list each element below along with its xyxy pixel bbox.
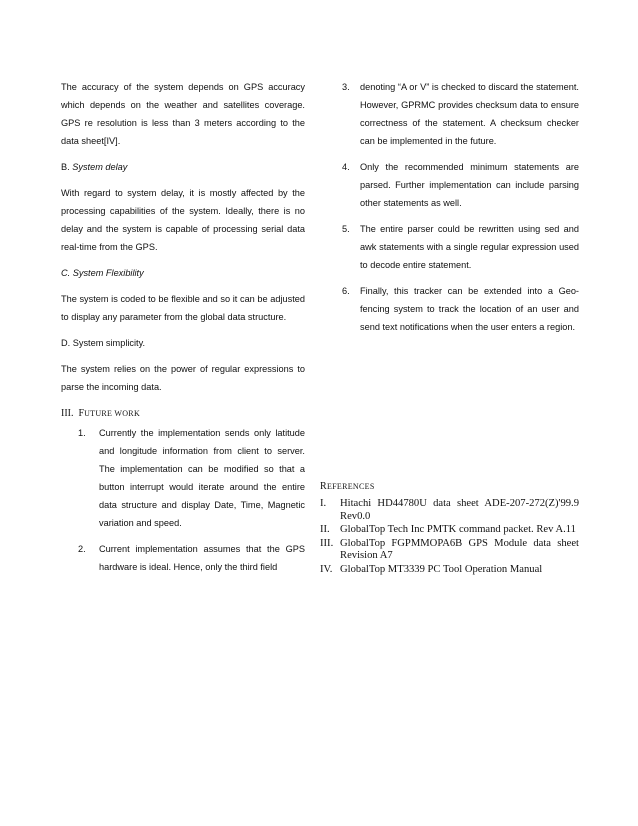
list-item-number: 3. xyxy=(342,82,350,92)
system-delay-paragraph: With regard to system delay, it is mostly affected by the processing capabilities of the system. Ideally, there is no delay and the system is capable of processing serial data real-time from the GPS. xyxy=(61,188,305,252)
reference-text: GlobalTop FGPMMOPA6B GPS Module data sheet Revision A7 xyxy=(340,537,579,561)
references-heading-initial: R xyxy=(320,481,327,492)
list-item-number: 4. xyxy=(342,162,350,172)
section-number: III. xyxy=(61,408,74,419)
list-item-text: Only the recommended minimum statements are parsed. Further implementation can include parsing other statements as well. xyxy=(360,162,579,208)
reference-item xyxy=(320,524,579,537)
accuracy-paragraph: The accuracy of the system depends on GPS accuracy which depends on the weather and satellites coverage. GPS re resolution is less than 3 meters according to the data sheet[IV]. xyxy=(61,82,305,146)
list-item xyxy=(61,540,305,576)
system-simplicity-paragraph: The system relies on the power of regular expressions to parse the incoming data. xyxy=(61,364,305,392)
reference-text: Hitachi HD44780U data sheet ADE-207-272(Z)'99.9 Rev0.0 xyxy=(340,498,579,522)
references-section xyxy=(320,480,579,577)
system-flexibility-paragraph: The system is coded to be flexible and so it can be adjusted to display any parameter from the global data structure. xyxy=(61,294,305,322)
list-item-number: 6. xyxy=(342,286,350,296)
list-item xyxy=(320,282,579,336)
reference-number: IV. xyxy=(320,563,333,575)
list-item-text: Finally, this tracker can be extended into a Geo-fencing system to track the location of an user and send text notifications when the user enters a region. xyxy=(360,286,579,332)
list-item-text: Currently the implementation sends only latitude and longitude information from client to server. The implementation can be modified so that a button interrupt would iterate around the entire data structure and display Date, Time, Magnetic variation and speed. xyxy=(99,428,305,528)
right-column xyxy=(320,78,579,344)
section-title-rest: UTURE WORK xyxy=(84,409,141,418)
reference-item xyxy=(320,498,579,523)
references-heading-rest: EFERENCES xyxy=(326,482,375,491)
subsection-heading-system-delay-text: B. System delay xyxy=(61,162,128,172)
reference-text: GlobalTop MT3339 PC Tool Operation Manual xyxy=(340,563,543,575)
list-item-number: 5. xyxy=(342,224,350,234)
list-item xyxy=(61,424,305,532)
list-item xyxy=(320,220,579,274)
list-item xyxy=(320,158,579,212)
list-item-number: 2. xyxy=(78,544,86,554)
reference-number: III. xyxy=(320,537,334,549)
reference-item xyxy=(320,564,579,577)
list-item xyxy=(320,78,579,150)
list-item-text: Current implementation assumes that the GPS hardware is ideal. Hence, only the third field xyxy=(99,544,305,572)
list-item-number: 1. xyxy=(78,428,86,438)
left-column xyxy=(61,78,305,584)
subsection-heading-system-delay xyxy=(61,158,305,176)
references-heading xyxy=(320,480,579,494)
section-heading-future-work xyxy=(61,406,305,422)
list-item-text: denoting “A or V” is checked to discard the statement. However, GPRMC provides checksum data to ensure correctness of the statement. A checksum checker can be implemented in the future. xyxy=(360,82,579,146)
references-list xyxy=(320,498,579,576)
future-work-list-left xyxy=(61,424,305,576)
subsection-heading-system-flexibility: C. System Flexibility xyxy=(61,268,144,278)
future-work-list-right xyxy=(320,78,579,336)
list-item-text: The entire parser could be rewritten using sed and awk statements with a single regular expression used to decode entire statement. xyxy=(360,224,579,270)
subsection-heading-system-simplicity: D. System simplicity. xyxy=(61,338,146,348)
reference-text: GlobalTop Tech Inc PMTK command packet. Rev A.11 xyxy=(340,524,576,535)
reference-number: II. xyxy=(320,524,330,535)
reference-item xyxy=(320,538,579,563)
section-title-initial: F xyxy=(78,408,85,419)
reference-number: I. xyxy=(320,498,327,509)
